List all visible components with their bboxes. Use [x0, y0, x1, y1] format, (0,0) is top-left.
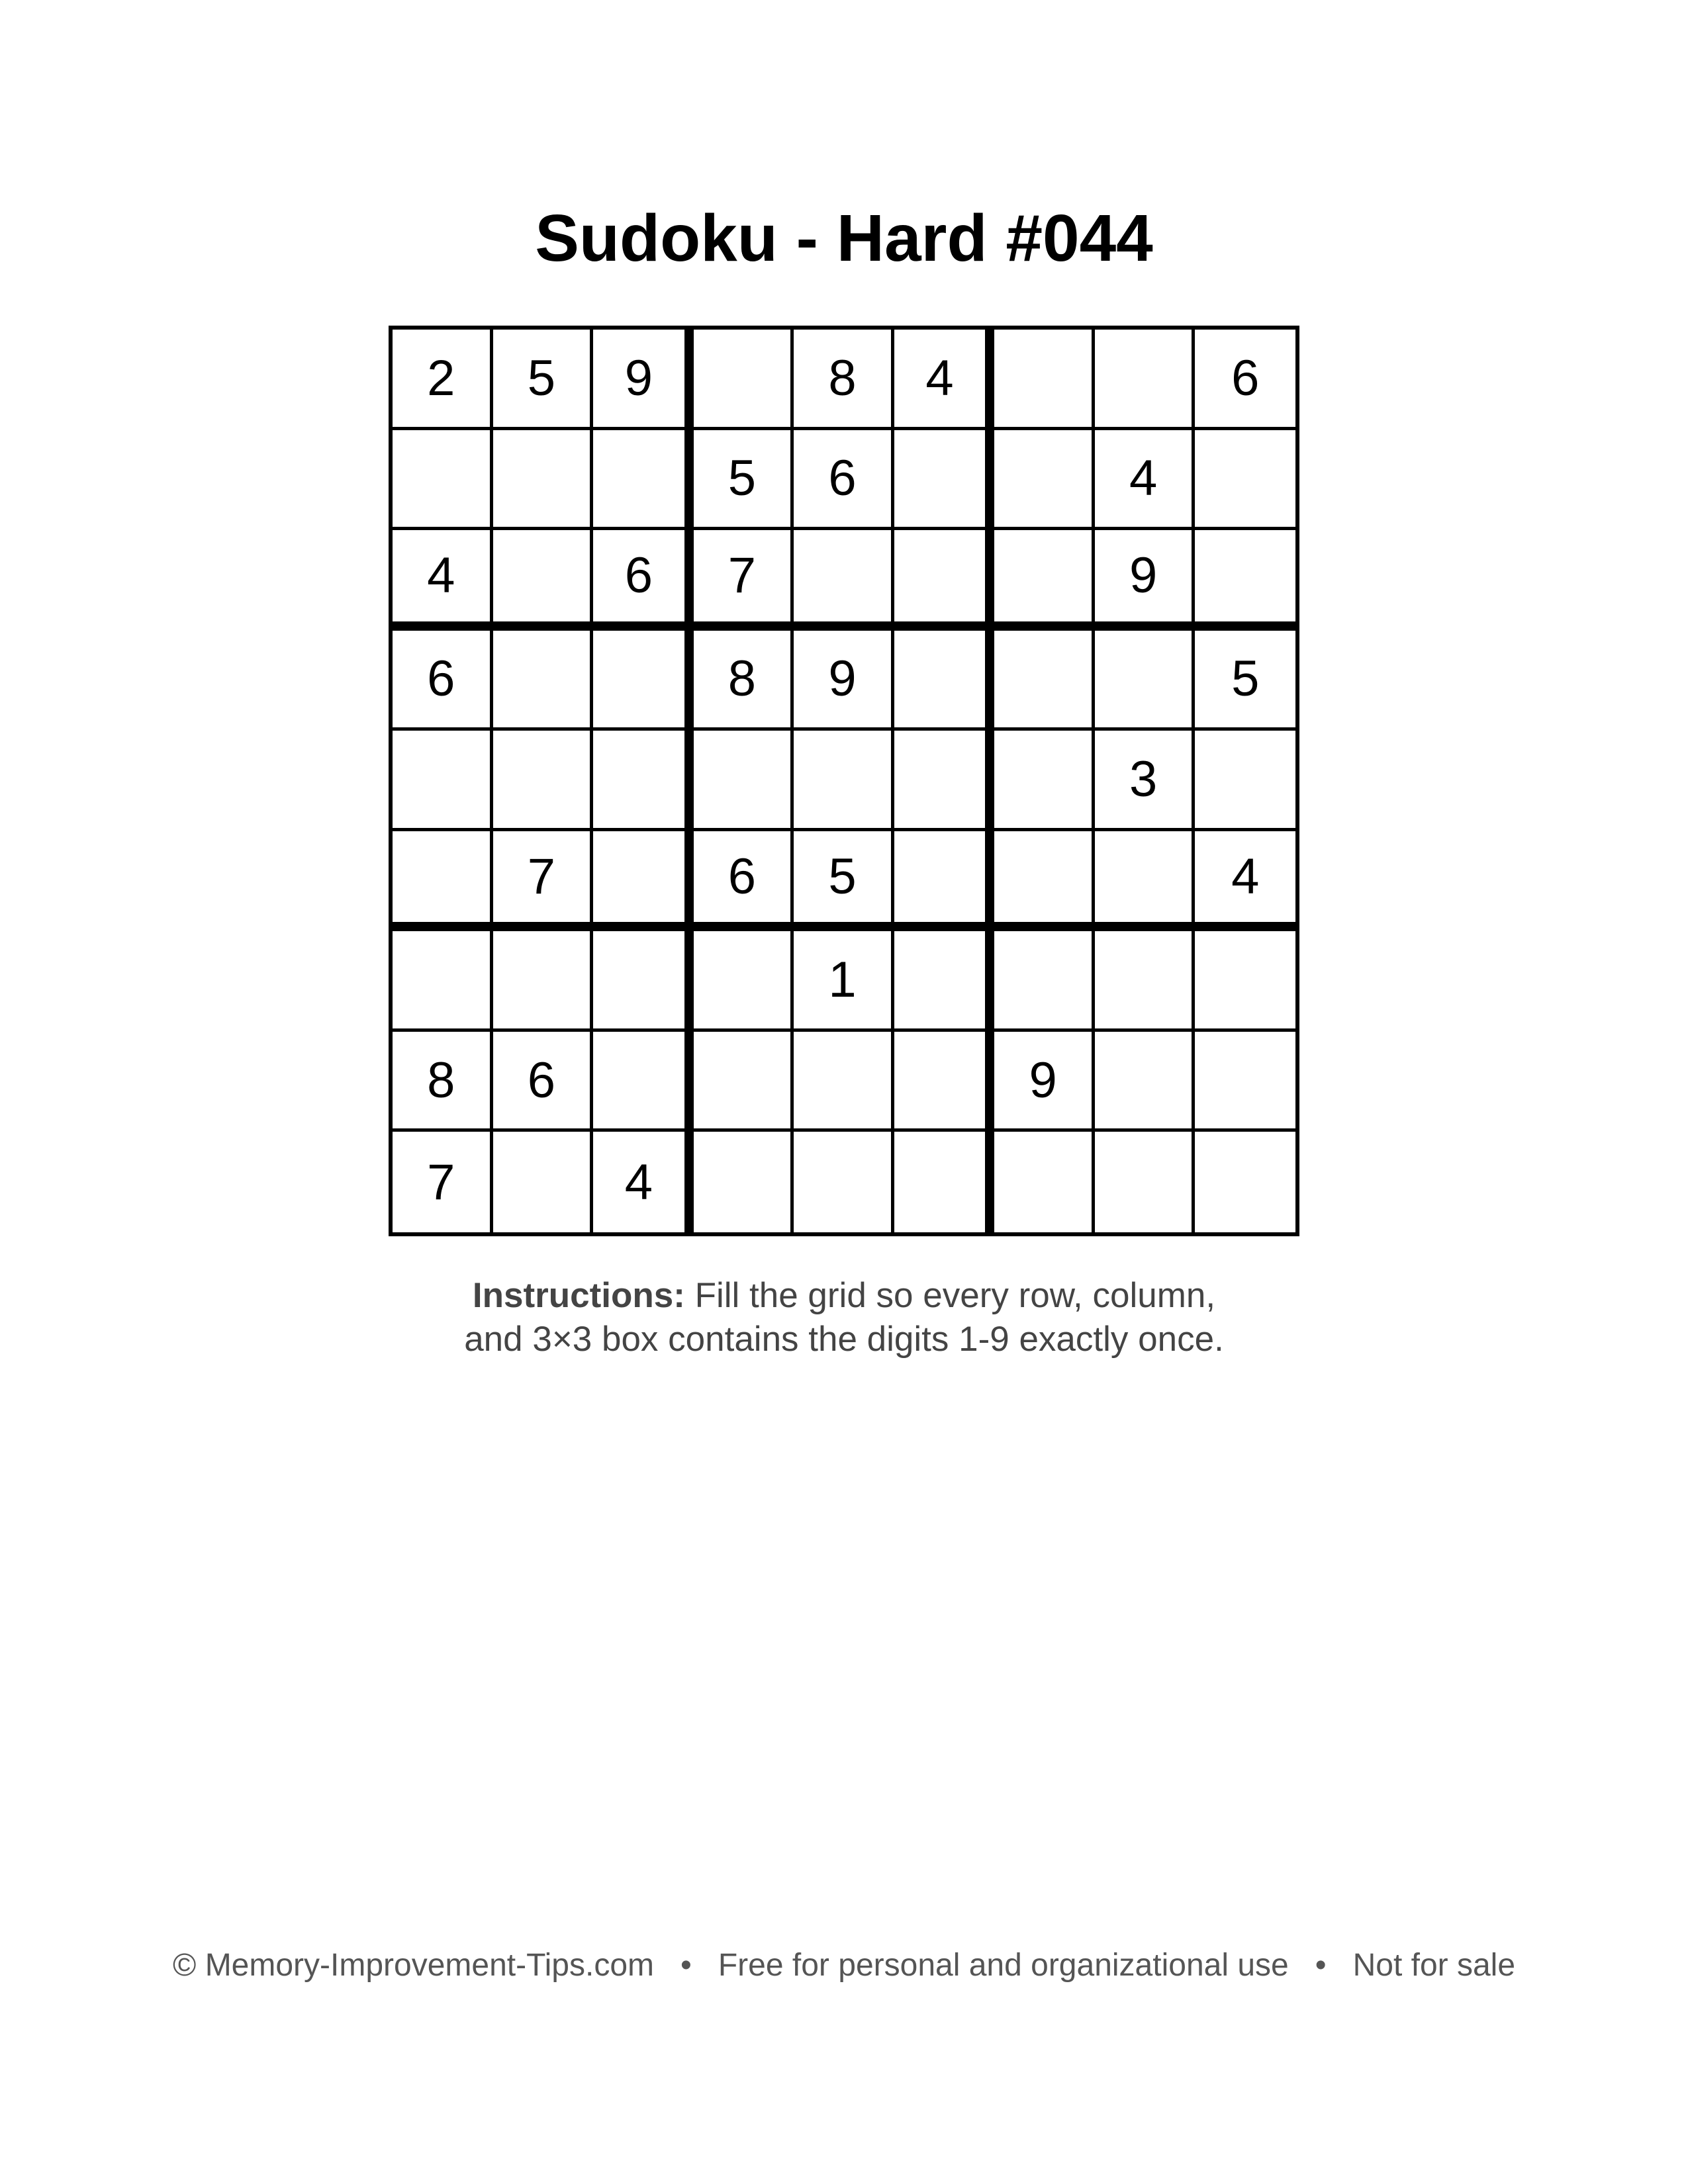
sudoku-cell-r2-c6[interactable] — [894, 430, 995, 531]
sudoku-cell-r1-c6[interactable]: 4 — [894, 330, 995, 430]
sudoku-cell-r8-c5[interactable] — [794, 1032, 894, 1132]
sudoku-cell-r2-c9[interactable] — [1195, 430, 1295, 531]
sudoku-cell-r1-c3[interactable]: 9 — [593, 330, 694, 430]
sudoku-cell-r1-c4[interactable] — [694, 330, 794, 430]
sudoku-cell-r1-c7[interactable] — [994, 330, 1095, 430]
sudoku-cell-r5-c3[interactable] — [593, 731, 694, 831]
sudoku-cell-r6-c3[interactable] — [593, 831, 694, 932]
instructions-lead: Instructions: — [472, 1276, 685, 1315]
sudoku-cell-r3-c6[interactable] — [894, 530, 995, 631]
sudoku-cell-r2-c5[interactable]: 6 — [794, 430, 894, 531]
sudoku-cell-r6-c5[interactable]: 5 — [794, 831, 894, 932]
sudoku-cell-r4-c1[interactable]: 6 — [393, 631, 493, 731]
sudoku-cell-r8-c2[interactable]: 6 — [493, 1032, 594, 1132]
sudoku-cell-r5-c2[interactable] — [493, 731, 594, 831]
footer — [0, 1946, 1688, 1985]
sudoku-cell-r6-c8[interactable] — [1095, 831, 1196, 932]
sudoku-cell-r6-c2[interactable]: 7 — [493, 831, 594, 932]
sudoku-cell-r7-c6[interactable] — [894, 931, 995, 1032]
sudoku-cell-r3-c5[interactable] — [794, 530, 894, 631]
sudoku-cell-r3-c2[interactable] — [493, 530, 594, 631]
sudoku-cell-r5-c9[interactable] — [1195, 731, 1295, 831]
sudoku-cell-r9-c9[interactable] — [1195, 1132, 1295, 1232]
sudoku-cell-r4-c3[interactable] — [593, 631, 694, 731]
sudoku-cell-r9-c2[interactable] — [493, 1132, 594, 1232]
footer-not-for-sale: Not for sale — [1352, 1948, 1516, 1983]
sudoku-cell-r8-c1[interactable]: 8 — [393, 1032, 493, 1132]
sudoku-cell-r5-c4[interactable] — [694, 731, 794, 831]
sudoku-cell-r6-c1[interactable] — [393, 831, 493, 932]
sudoku-cell-r8-c3[interactable] — [593, 1032, 694, 1132]
sudoku-cell-r8-c7[interactable]: 9 — [994, 1032, 1095, 1132]
sudoku-cell-r5-c1[interactable] — [393, 731, 493, 831]
sudoku-cell-r7-c1[interactable] — [393, 931, 493, 1032]
sudoku-grid — [389, 326, 1299, 1236]
sudoku-cell-r7-c4[interactable] — [694, 931, 794, 1032]
sudoku-cell-r9-c5[interactable] — [794, 1132, 894, 1232]
sudoku-cell-r1-c2[interactable]: 5 — [493, 330, 594, 430]
sudoku-cell-r7-c3[interactable] — [593, 931, 694, 1032]
sudoku-cell-r9-c8[interactable] — [1095, 1132, 1196, 1232]
sudoku-cell-r9-c1[interactable]: 7 — [393, 1132, 493, 1232]
sudoku-cell-r7-c2[interactable] — [493, 931, 594, 1032]
sudoku-cell-r4-c4[interactable]: 8 — [694, 631, 794, 731]
sudoku-cell-r6-c9[interactable]: 4 — [1195, 831, 1295, 932]
footer-copyright: © Memory-Improvement-Tips.com — [172, 1948, 655, 1983]
sudoku-cell-r2-c1[interactable] — [393, 430, 493, 531]
sudoku-cell-r2-c3[interactable] — [593, 430, 694, 531]
sudoku-cell-r6-c7[interactable] — [994, 831, 1095, 932]
sudoku-cell-r4-c9[interactable]: 5 — [1195, 631, 1295, 731]
sudoku-cell-r6-c4[interactable]: 6 — [694, 831, 794, 932]
footer-separator: • — [1315, 1948, 1327, 1983]
sudoku-cell-r5-c8[interactable]: 3 — [1095, 731, 1196, 831]
sudoku-cell-r1-c8[interactable] — [1095, 330, 1196, 430]
sudoku-cell-r8-c6[interactable] — [894, 1032, 995, 1132]
sudoku-cell-r2-c4[interactable]: 5 — [694, 430, 794, 531]
sudoku-cell-r7-c8[interactable] — [1095, 931, 1196, 1032]
sudoku-cell-r9-c3[interactable]: 4 — [593, 1132, 694, 1232]
page-title: Sudoku - Hard #044 — [535, 201, 1153, 275]
sudoku-cell-r4-c5[interactable]: 9 — [794, 631, 894, 731]
footer-separator: • — [680, 1948, 692, 1983]
sudoku-cell-r5-c6[interactable] — [894, 731, 995, 831]
sudoku-cell-r1-c5[interactable]: 8 — [794, 330, 894, 430]
sudoku-cell-r4-c7[interactable] — [994, 631, 1095, 731]
sudoku-cell-r3-c7[interactable] — [994, 530, 1095, 631]
sudoku-cell-r9-c7[interactable] — [994, 1132, 1095, 1232]
instructions-line-2: and 3×3 box contains the digits 1-9 exactly once. — [464, 1320, 1224, 1359]
sudoku-cell-r3-c1[interactable]: 4 — [393, 530, 493, 631]
sudoku-cell-r1-c9[interactable]: 6 — [1195, 330, 1295, 430]
sudoku-cell-r4-c6[interactable] — [894, 631, 995, 731]
sudoku-cell-r7-c9[interactable] — [1195, 931, 1295, 1032]
sudoku-cell-r7-c7[interactable] — [994, 931, 1095, 1032]
sudoku-cell-r6-c6[interactable] — [894, 831, 995, 932]
sudoku-cell-r9-c6[interactable] — [894, 1132, 995, 1232]
sudoku-cell-r3-c9[interactable] — [1195, 530, 1295, 631]
sudoku-cell-r8-c9[interactable] — [1195, 1032, 1295, 1132]
sudoku-cell-r5-c5[interactable] — [794, 731, 894, 831]
sudoku-cell-r2-c8[interactable]: 4 — [1095, 430, 1196, 531]
sudoku-cell-r2-c7[interactable] — [994, 430, 1095, 531]
sudoku-cell-r1-c1[interactable]: 2 — [393, 330, 493, 430]
sudoku-cell-r7-c5[interactable]: 1 — [794, 931, 894, 1032]
sudoku-cell-r4-c8[interactable] — [1095, 631, 1196, 731]
sudoku-cell-r9-c4[interactable] — [694, 1132, 794, 1232]
sudoku-cell-r8-c8[interactable] — [1095, 1032, 1196, 1132]
sudoku-cell-r5-c7[interactable] — [994, 731, 1095, 831]
sudoku-cell-r8-c4[interactable] — [694, 1032, 794, 1132]
footer-usage: Free for personal and organizational use — [718, 1948, 1289, 1983]
instructions-line-1: Fill the grid so every row, column, — [694, 1276, 1216, 1315]
instructions — [0, 1274, 1688, 1361]
sudoku-cell-r3-c8[interactable]: 9 — [1095, 530, 1196, 631]
sudoku-cell-r2-c2[interactable] — [493, 430, 594, 531]
sudoku-cell-r4-c2[interactable] — [493, 631, 594, 731]
sudoku-cell-r3-c3[interactable]: 6 — [593, 530, 694, 631]
sudoku-cell-r3-c4[interactable]: 7 — [694, 530, 794, 631]
